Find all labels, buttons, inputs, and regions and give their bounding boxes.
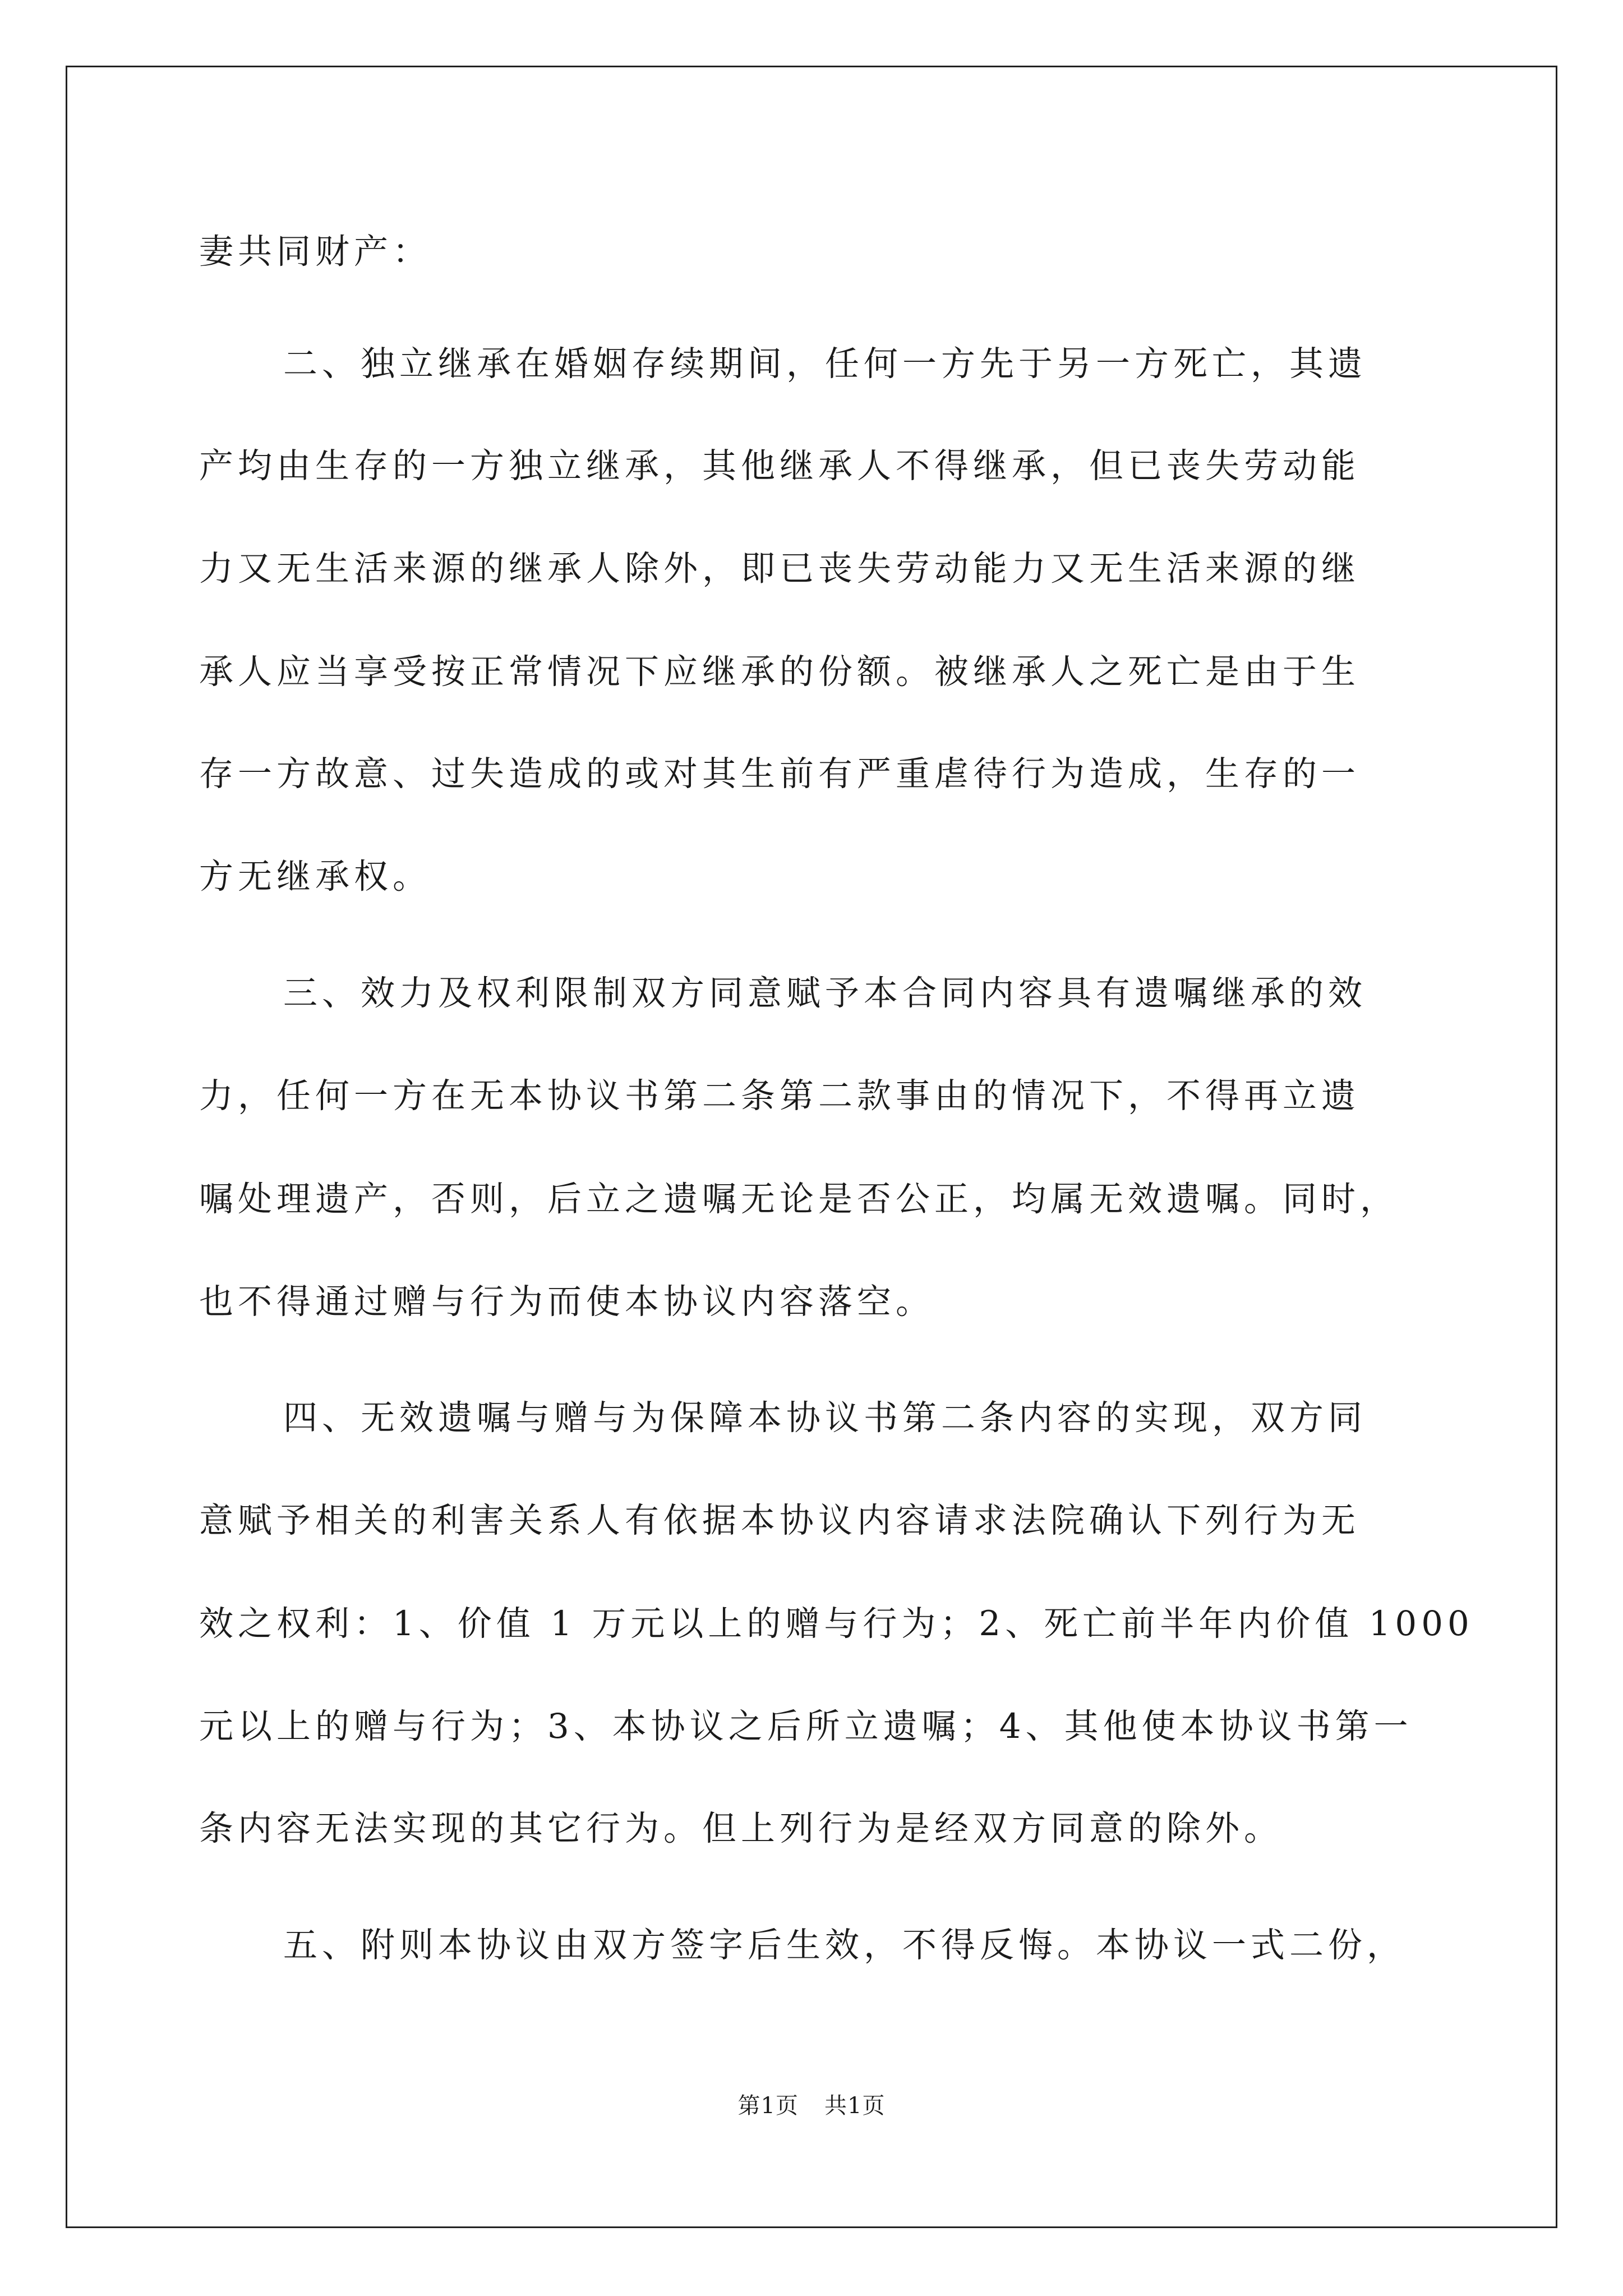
text-line: 效之权利：1、价值 1 万元以上的赠与行为；2、死亡前半年内价值 1000 xyxy=(199,1604,1474,1644)
text-line: 方无继承权。 xyxy=(199,857,432,896)
text-line: 嘱处理遗产，否则，后立之遗嘱无论是否公正，均属无效遗嘱。同时， xyxy=(199,1179,1399,1219)
text-line: 也不得通过赠与行为而使本协议内容落空。 xyxy=(199,1282,935,1322)
text-line: 元以上的赠与行为；3、本协议之后所立遗嘱；4、其他使本协议书第一 xyxy=(199,1706,1413,1746)
text-line: 产均由生存的一方独立继承，其他继承人不得继承，但已丧失劳动能 xyxy=(199,446,1361,486)
paragraph-4-line: 四、无效遗嘱与赠与为保障本协议书第二条内容的实现，双方同 xyxy=(283,1398,1367,1438)
page-footer xyxy=(0,2088,1623,2120)
text-line: 力，任何一方在无本协议书第二条第二款事由的情况下，不得再立遗 xyxy=(199,1076,1361,1116)
paragraph-5-line: 五、附则本协议由双方签字后生效，不得反悔。本协议一式二份， xyxy=(283,1925,1406,1965)
paragraph-2-line: 二、独立继承在婚姻存续期间，任何一方先于另一方死亡，其遗 xyxy=(283,344,1367,384)
paragraph-3-line: 三、效力及权利限制双方同意赋予本合同内容具有遗嘱继承的效 xyxy=(283,973,1367,1013)
text-line: 妻共同财产： xyxy=(199,232,432,272)
page-border xyxy=(66,66,1557,2228)
page-current: 第1页 xyxy=(737,2093,799,2119)
text-line: 承人应当享受按正常情况下应继承的份额。被继承人之死亡是由于生 xyxy=(199,652,1361,692)
text-line: 意赋予相关的利害关系人有依据本协议内容请求法院确认下列行为无 xyxy=(199,1501,1361,1540)
text-line: 力又无生活来源的继承人除外，即已丧失劳动能力又无生活来源的继 xyxy=(199,549,1361,588)
text-line: 存一方故意、过失造成的或对其生前有严重虐待行为造成，生存的一 xyxy=(199,754,1361,794)
text-line: 条内容无法实现的其它行为。但上列行为是经双方同意的除外。 xyxy=(199,1809,1283,1848)
page-total: 共1页 xyxy=(824,2093,886,2119)
